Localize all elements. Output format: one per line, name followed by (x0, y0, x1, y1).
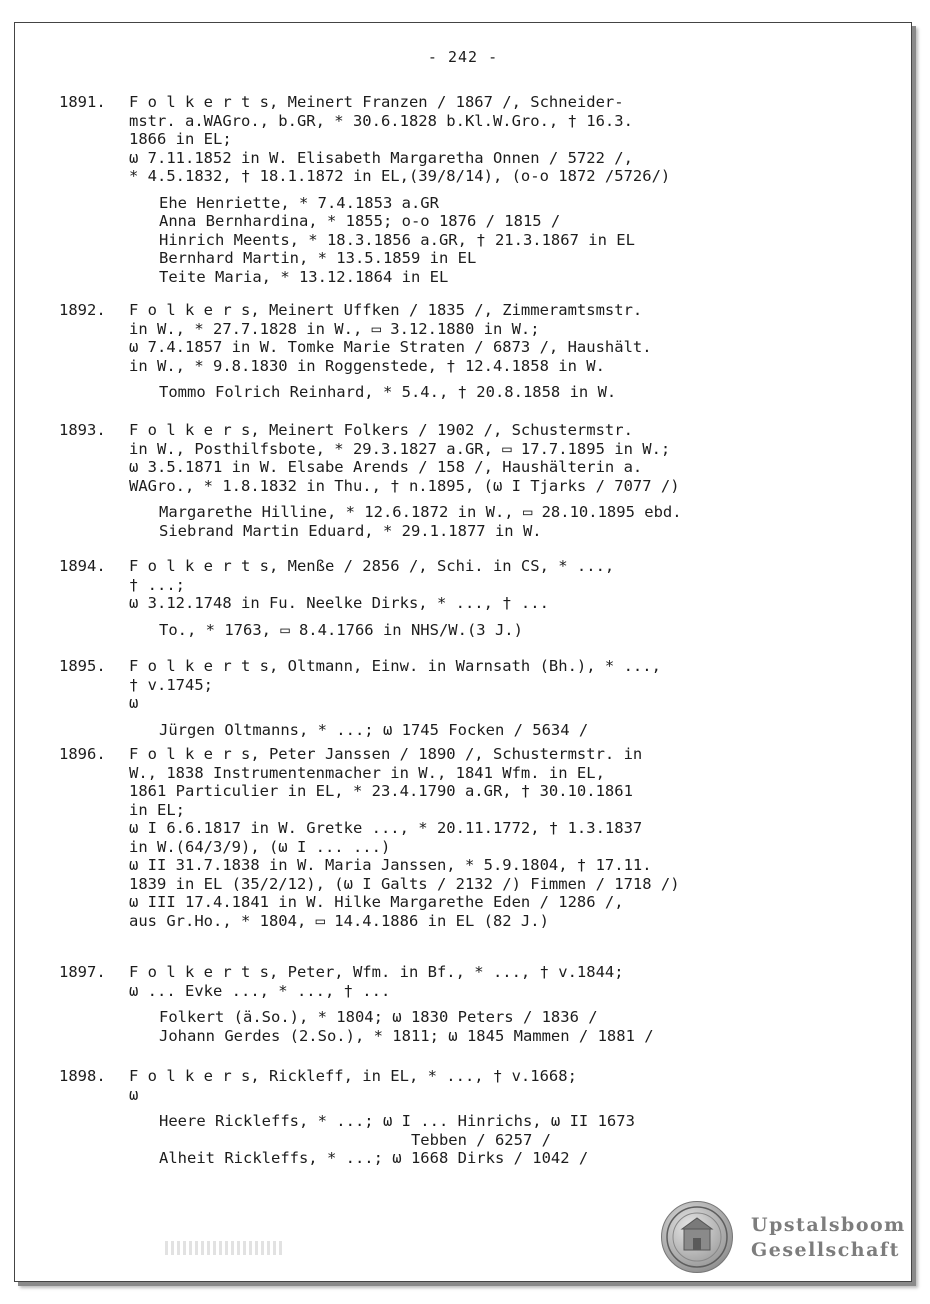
child-line: Johann Gerdes (2.So.), * 1811; ω 1845 Mammen / 1881 / (159, 1026, 654, 1045)
entry-number: 1898. (59, 1067, 106, 1085)
entry-line: in EL; (129, 800, 185, 819)
entry-line: ω III 17.4.1841 in W. Hilke Margarethe Eden / 1286 /, (129, 893, 624, 911)
entry-line: ω (129, 694, 139, 712)
entry-line: † ...; (129, 575, 185, 594)
entry-line: 1866 in EL; (129, 130, 232, 148)
page-number: - 242 - (427, 48, 499, 66)
entry-line: F o l k e r s, Peter Janssen / 1890 /, Schustermstr. in (129, 745, 643, 763)
entry-line: * 4.5.1832, † 18.1.1872 in EL,(39/8/14), (o-o 1872 /5726/) (129, 167, 671, 185)
child-line: Tommo Folrich Reinhard, * 5.4., † 20.8.1858 in W. (159, 383, 617, 401)
child-line: Heere Rickleffs, * ...; ω I ... Hinrichs, ω II 1673 (159, 1112, 635, 1130)
entry-number: 1891. (59, 93, 106, 111)
entry-line: F o l k e r t s, Menße / 2856 /, Schi. in CS, * ..., (129, 557, 615, 575)
entry-line: W., 1838 Instrumentenmacher in W., 1841 Wfm. in EL, (129, 763, 605, 782)
entry-line: F o l k e r s, Meinert Uffken / 1835 /, Zimmeramtsmstr. (129, 301, 643, 319)
entry-number: 1892. (59, 301, 106, 319)
entry-line: † v.1745; (129, 675, 213, 694)
entry-line: ω 3.12.1748 in Fu. Neelke Dirks, * ..., † ... (129, 594, 549, 612)
entry-line: ω ... Evke ..., * ..., † ... (129, 981, 391, 1000)
entry-line: F o l k e r t s, Oltmann, Einw. in Warnsath (Bh.), * ..., (129, 657, 661, 675)
entry-line: in W.(64/3/9), (ω I ... ...) (129, 837, 391, 856)
entry-line: 1861 Particulier in EL, * 23.4.1790 a.GR, † 30.10.1861 (129, 782, 633, 800)
child-line: Jürgen Oltmanns, * ...; ω 1745 Focken / 5634 / (159, 720, 589, 739)
child-line: Bernhard Martin, * 13.5.1859 in EL (159, 249, 477, 267)
entry-line: F o l k e r s, Rickleff, in EL, * ..., † v.1668; (129, 1067, 577, 1085)
child-line: Anna Bernhardina, * 1855; o-o 1876 / 1815 / (159, 212, 561, 230)
logo-text (751, 1213, 906, 1263)
entry-number: 1897. (59, 963, 106, 981)
entry-line: F o l k e r t s, Meinert Franzen / 1867 /, Schneider- (129, 93, 624, 111)
child-line: Margarethe Hilline, * 12.6.1872 in W., ▭ 28.10.1895 ebd. (159, 503, 682, 521)
child-line: Siebrand Martin Eduard, * 29.1.1877 in W. (159, 521, 542, 540)
entry-line: mstr. a.WAGro., b.GR, * 30.6.1828 b.Kl.W.Gro., † 16.3. (129, 111, 633, 130)
entry-number: 1893. (59, 421, 106, 439)
entry-line: WAGro., * 1.8.1832 in Thu., † n.1895, (ω I Tjarks / 7077 /) (129, 476, 680, 495)
seal-icon (661, 1201, 733, 1273)
document-page (14, 22, 912, 1282)
entry-line: ω II 31.7.1838 in W. Maria Janssen, * 5.9.1804, † 17.11. (129, 856, 652, 874)
child-line: To., * 1763, ▭ 8.4.1766 in NHS/W.(3 J.) (159, 620, 523, 639)
entry-line: ω 7.11.1852 in W. Elisabeth Margaretha Onnen / 5722 /, (129, 148, 633, 167)
entry-line: ω (129, 1085, 139, 1104)
child-line: Folkert (ä.So.), * 1804; ω 1830 Peters / 1836 / (159, 1008, 598, 1026)
child-line: Tebben / 6257 / (159, 1130, 551, 1149)
entry-number: 1895. (59, 657, 106, 675)
entry-line: in W., * 9.8.1830 in Roggenstede, † 12.4.1858 in W. (129, 356, 605, 375)
entry-line: ω I 6.6.1817 in W. Gretke ..., * 20.11.1772, † 1.3.1837 (129, 819, 643, 837)
entry-line: ω 7.4.1857 in W. Tomke Marie Straten / 6873 /, Haushält. (129, 338, 652, 356)
entry-line: in W., * 27.7.1828 in W., ▭ 3.12.1880 in W.; (129, 319, 540, 338)
child-line: Alheit Rickleffs, * ...; ω 1668 Dirks / 1042 / (159, 1149, 589, 1167)
faint-stamp (165, 1241, 285, 1255)
child-line: Ehe Henriette, * 7.4.1853 a.GR (159, 193, 439, 212)
entry-line: F o l k e r t s, Peter, Wfm. in Bf., * ..., † v.1844; (129, 963, 624, 981)
entry-line: ω 3.5.1871 in W. Elsabe Arends / 158 /, Haushälterin a. (129, 458, 643, 476)
logo-line1: Upstalsboom (751, 1214, 906, 1236)
child-line: Hinrich Meents, * 18.3.1856 a.GR, † 21.3.1867 in EL (159, 230, 635, 249)
child-line: Teite Maria, * 13.12.1864 in EL (159, 267, 449, 286)
logo-line2: Gesellschaft (751, 1239, 900, 1261)
entry-line: in W., Posthilfsbote, * 29.3.1827 a.GR, ▭ 17.7.1895 in W.; (129, 439, 671, 458)
entry-line: 1839 in EL (35/2/12), (ω I Galts / 2132 /) Fimmen / 1718 /) (129, 874, 680, 893)
entry-number: 1894. (59, 557, 106, 575)
entry-number: 1896. (59, 745, 106, 763)
entry-line: F o l k e r s, Meinert Folkers / 1902 /, Schustermstr. (129, 421, 633, 439)
entry-line: aus Gr.Ho., * 1804, ▭ 14.4.1886 in EL (82 J.) (129, 911, 549, 930)
